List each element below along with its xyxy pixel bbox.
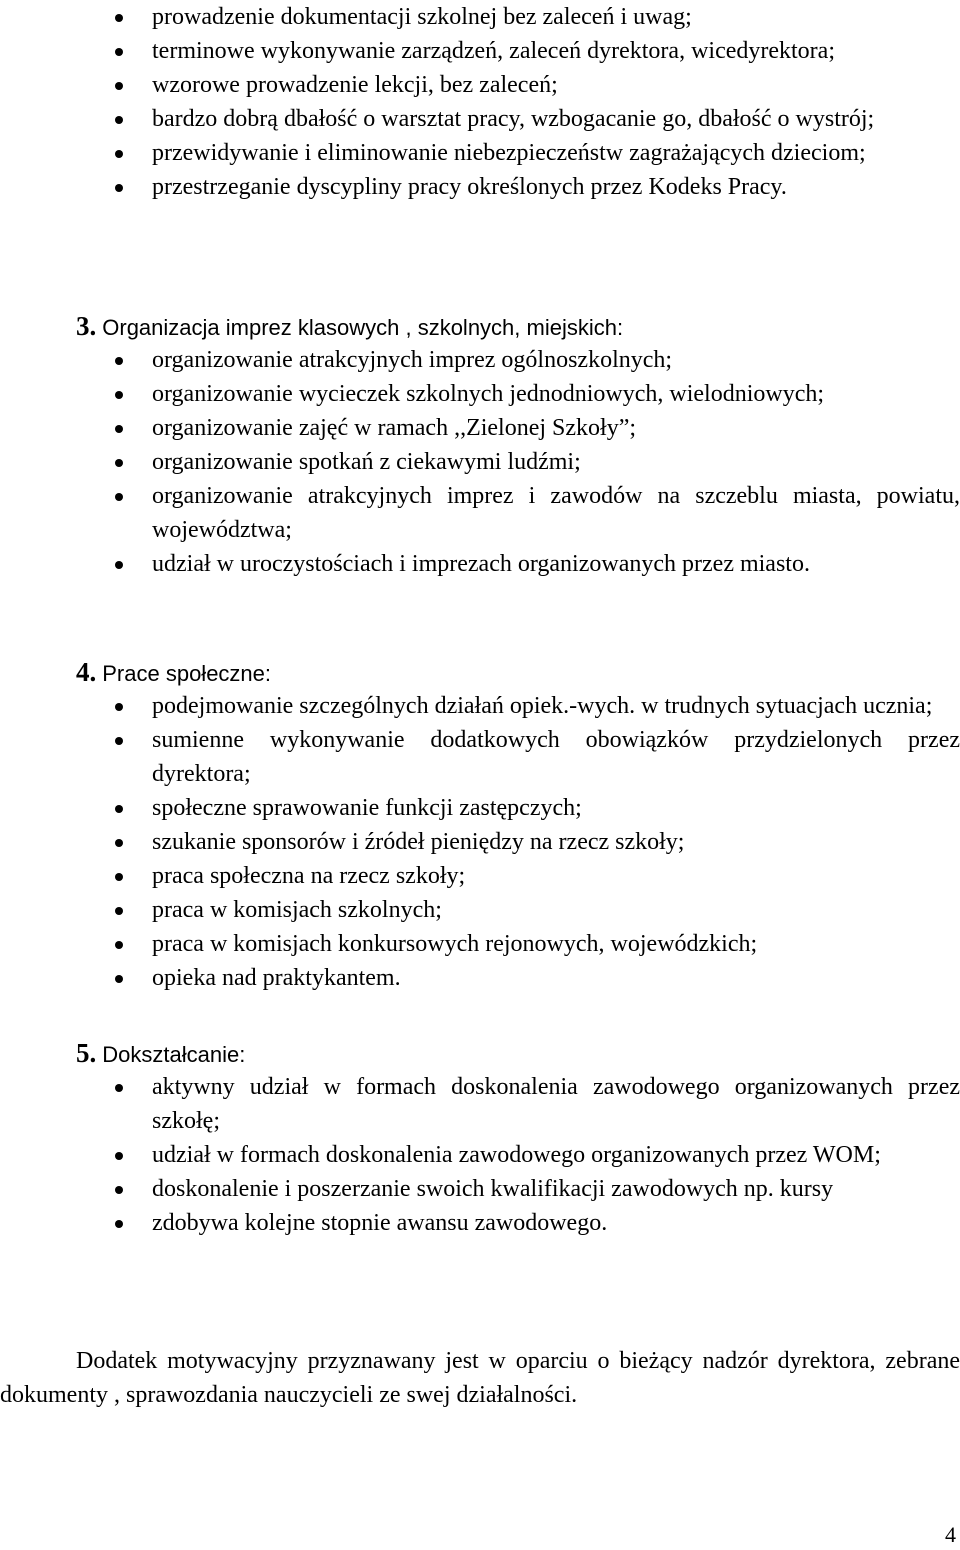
list-item [0,68,960,102]
page-number: 4 [945,1522,956,1547]
list-item [0,411,960,445]
list-item-text: bardzo dobrą dbałość o warsztat pracy, wzbogacanie go, dbałość o wystrój; [152,106,875,132]
bullet-icon [115,1220,123,1228]
bullet-icon [115,48,123,56]
closing-text: Dodatek motywacyjny przyznawany jest w oparciu o bieżący nadzór dyrektora, zebrane dokumenty , sprawozdania nauczycieli ze swej działalności. [0,1348,960,1408]
bullet-icon [115,907,123,915]
section-title: Organizacja imprez klasowych , szkolnych, miejskich: [102,315,624,340]
bullet-icon [115,493,123,501]
list-item-text: zdobywa kolejne stopnie awansu zawodowego. [152,1210,608,1236]
list-item-text: udział w formach doskonalenia zawodowego organizowanych przez WOM; [152,1142,881,1168]
list-item [0,791,960,825]
list-item-text: aktywny udział w formach doskonalenia zawodowego organizowanych przez szkołę; [152,1074,960,1134]
list-item-text: organizowanie spotkań z ciekawymi ludźmi; [152,449,581,475]
list-item-text: szukanie sponsorów i źródeł pieniędzy na rzecz szkoły; [152,829,685,855]
bullet-icon [115,357,123,365]
list-item [0,1206,960,1240]
bullet-icon [115,14,123,22]
bullet-icon [115,873,123,881]
list-item [0,170,960,204]
list-item-text: organizowanie zajęć w ramach ,,Zielonej Szkoły”; [152,415,637,441]
bullet-icon [115,116,123,124]
list-item [0,34,960,68]
list-item-text: praca w komisjach szkolnych; [152,897,442,923]
list-item [0,1070,960,1138]
bullet-icon [115,975,123,983]
bullet-icon [115,82,123,90]
list-item [0,445,960,479]
list-item [0,479,960,547]
list-item-text: praca społeczna na rzecz szkoły; [152,863,466,889]
list-item [0,102,960,136]
list-item [0,136,960,170]
list-item [0,343,960,377]
bullet-icon [115,184,123,192]
list-item-text: przewidywanie i eliminowanie niebezpieczeństw zagrażających dzieciom; [152,140,866,166]
list-item [0,689,960,723]
list-item-text: przestrzeganie dyscypliny pracy określonych przez Kodeks Pracy. [152,174,787,200]
list-item-text: wzorowe prowadzenie lekcji, bez zaleceń; [152,72,558,98]
list-item [0,825,960,859]
closing-paragraph [0,1344,960,1412]
list-item-text: podejmowanie szczególnych działań opiek.-wych. w trudnych sytuacjach ucznia; [152,693,933,719]
bullet-list-continuation [0,0,960,204]
list-item-text: praca w komisjach konkursowych rejonowych, wojewódzkich; [152,931,758,957]
bullet-icon [115,1084,123,1092]
section-heading [76,1036,960,1072]
section-number: 4. [76,657,97,687]
bullet-icon [115,737,123,745]
bullet-icon [115,703,123,711]
list-item-text: prowadzenie dokumentacji szkolnej bez zaleceń i uwag; [152,4,692,30]
bullet-icon [115,839,123,847]
list-item-text: organizowanie wycieczek szkolnych jednodniowych, wielodniowych; [152,381,825,407]
list-item [0,1138,960,1172]
section-heading [76,655,960,691]
list-item [0,893,960,927]
section-number: 3. [76,311,97,341]
section-title: Prace społeczne: [102,661,272,686]
bullet-icon [115,425,123,433]
list-item-text: terminowe wykonywanie zarządzeń, zaleceń dyrektora, wicedyrektora; [152,38,835,64]
section-number: 5. [76,1038,97,1068]
list-item [0,723,960,791]
bullet-icon [115,459,123,467]
section-title: Dokształcanie: [102,1042,246,1067]
bullet-icon [115,150,123,158]
list-item-text: udział w uroczystościach i imprezach organizowanych przez miasto. [152,551,810,577]
list-item-text: sumienne wykonywanie dodatkowych obowiązków przydzielonych przez dyrektora; [152,727,960,787]
list-item-text: opieka nad praktykantem. [152,965,401,991]
bullet-icon [115,391,123,399]
bullet-icon [115,561,123,569]
bullet-icon [115,805,123,813]
list-item [0,927,960,961]
list-item [0,0,960,34]
section-heading [76,309,960,345]
section-list [0,689,960,995]
bullet-icon [115,941,123,949]
bullet-icon [115,1186,123,1194]
list-item-text: doskonalenie i poszerzanie swoich kwalifikacji zawodowych np. kursy [152,1176,834,1202]
bullet-icon [115,1152,123,1160]
list-item [0,377,960,411]
list-item [0,1172,960,1206]
section-list [0,343,960,581]
list-item-text: organizowanie atrakcyjnych imprez i zawodów na szczeblu miasta, powiatu, województwa; [152,483,960,543]
list-item-text: społeczne sprawowanie funkcji zastępczych; [152,795,582,821]
list-item [0,859,960,893]
list-item-text: organizowanie atrakcyjnych imprez ogólnoszkolnych; [152,347,673,373]
list-item [0,547,960,581]
section-list [0,1070,960,1240]
list-item [0,961,960,995]
